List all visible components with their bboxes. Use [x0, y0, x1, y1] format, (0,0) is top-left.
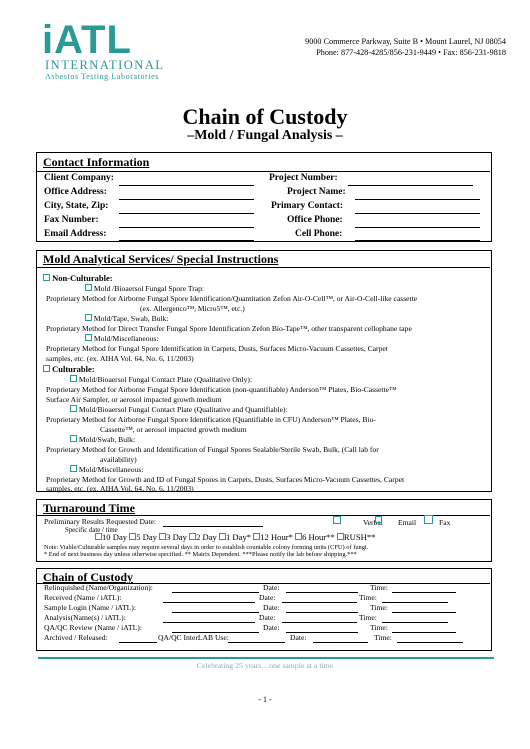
office-address-field[interactable] — [119, 199, 254, 200]
turnaround-heading: Turnaround Time — [43, 501, 135, 515]
fax-number-field[interactable] — [119, 227, 254, 228]
interlab-field[interactable] — [228, 642, 285, 643]
c3-row — [70, 435, 135, 445]
cell-phone-field[interactable] — [355, 240, 480, 241]
footer-rule — [38, 657, 494, 659]
archived-time-field[interactable] — [397, 642, 463, 643]
label-project-name: Project Name: — [287, 187, 346, 197]
received-label: Received (Name / iATL): — [44, 593, 122, 602]
project-name-field[interactable] — [355, 199, 480, 200]
custody-heading: Chain of Custody — [43, 570, 134, 584]
verbal-label: Verbal — [363, 518, 383, 527]
nc1-title: Mold /Bioaersol Fungal Spore Trap: — [93, 284, 205, 293]
label-project-number: Project Number: — [269, 173, 338, 183]
turnaround-note2: * End of next business day unless otherwise specified. ** Matrix Dependent. ***Please notify the lab before shipping.*** — [44, 551, 357, 558]
prelim-label: Preliminary Results Requested Date: — [44, 517, 156, 526]
label-primary-contact: Primary Contact: — [271, 201, 344, 211]
specific-date-label: Specific date / time — [65, 527, 118, 534]
label-cell-phone: Cell Phone: — [295, 229, 343, 239]
footer-slogan: Celebrating 25 years…one sample at a time — [196, 661, 334, 670]
time-label: Time: — [370, 623, 388, 632]
divider — [37, 515, 490, 516]
time-label: Time: — [359, 613, 377, 622]
time-label: Time: — [370, 603, 388, 612]
services-heading: Mold Analytical Services/ Special Instructions — [43, 252, 279, 266]
tat-6-hour-label: 6 Hour** — [302, 532, 335, 542]
c3-title: Mold/Swab, Bulk: — [78, 435, 136, 444]
relinquished-date-field[interactable] — [286, 592, 358, 593]
qaqc-review-label: QA/QC Review (Name / iATL): — [44, 623, 142, 632]
tat-2-day-label: 2 Day — [196, 532, 217, 542]
archived-label: Archived / Released: — [44, 633, 108, 642]
c1-desc1: Proprietary Method for Airborne Fungal Spore Identification (non-quantifiable) Anderson™ Plates, Bio-Cassette™ — [46, 385, 397, 394]
prelim-date-field[interactable] — [163, 526, 263, 527]
c2-desc1: Proprietary Method for Airborne Fungal Spore Identification (Quantifiable in CFU) Anderson™ Plates, Bio- — [46, 415, 376, 424]
date-label: Date: — [263, 583, 280, 592]
page-number: - 1 - — [258, 695, 272, 704]
logo-tagline: Asbestos Testing Laboratories — [45, 72, 160, 81]
c1-desc2: Surface Air Sampler, or aerosol impacted growth medium — [46, 395, 222, 404]
city-state-zip-field[interactable] — [119, 213, 254, 214]
qaqc-time-field[interactable] — [392, 632, 456, 633]
nc1-desc2: (ex. Allergenco™, Micro5™, etc.) — [140, 304, 245, 313]
nc3-row — [85, 334, 158, 344]
tat-6-hour-checkbox[interactable] — [295, 533, 302, 540]
company-address: 9000 Commerce Parkway, Suite B • Mount Laurel, NJ 08054 — [305, 37, 506, 46]
analysis-label: Analysis(Name(s) / iATL): — [44, 613, 126, 622]
tat-1-day-label: 1 Day* — [225, 532, 252, 542]
culturable-row — [43, 364, 95, 374]
nc1-row — [85, 284, 204, 294]
tat-1-day-checkbox[interactable] — [219, 533, 226, 540]
c4-title: Mold/Miscellaneous: — [78, 465, 144, 474]
tat-12-hour-label: 12 Hour* — [260, 532, 293, 542]
project-number-field[interactable] — [348, 185, 473, 186]
primary-contact-field[interactable] — [355, 213, 480, 214]
email-label: Email — [398, 518, 417, 527]
date-label: Date: — [259, 613, 276, 622]
c3-desc2: availability) — [100, 455, 137, 464]
contact-heading: Contact Information — [43, 155, 150, 169]
culturable-label: Culturable: — [52, 364, 95, 374]
c-miscellaneous-checkbox[interactable] — [70, 465, 77, 472]
logo-subtitle: INTERNATIONAL — [45, 58, 165, 72]
company-phone: Phone: 877-428-4285/856-231-9449 • Fax: 856-231-9818 — [316, 48, 506, 57]
date-label: Date: — [290, 633, 307, 642]
c3-desc1: Proprietary Method for Growth and Identification of Fungal Spores Sealable/Sterile Swab, Bulk, (Call lab for — [46, 445, 379, 454]
sample-login-field[interactable] — [172, 612, 259, 613]
divider — [37, 267, 490, 268]
non-culturable-label: Non-Culturable: — [52, 273, 113, 283]
label-email-address: Email Address: — [44, 229, 107, 239]
c4-row — [70, 465, 143, 475]
email-checkbox[interactable] — [424, 515, 433, 524]
non-culturable-row — [43, 273, 113, 283]
divider — [37, 171, 490, 172]
tat-rush-label: RUSH** — [343, 532, 376, 542]
nc3-title: Mold/Miscellaneous: — [93, 334, 159, 343]
sample-login-date-field[interactable] — [286, 612, 358, 613]
services-section — [36, 250, 492, 492]
date-label: Date: — [259, 593, 276, 602]
spore-trap-checkbox[interactable] — [85, 284, 92, 291]
nc3-desc2: samples, etc. (ex. AIHA Vol. 64, No. 6, 11/2003) — [46, 354, 194, 363]
prelim-checkbox[interactable] — [333, 516, 341, 524]
turnaround-options — [95, 532, 375, 542]
tape-swab-bulk-checkbox[interactable] — [85, 314, 92, 321]
received-field[interactable] — [163, 602, 255, 603]
received-date-field[interactable] — [282, 602, 357, 603]
office-phone-field[interactable] — [355, 227, 480, 228]
date-label: Date: — [263, 603, 280, 612]
relinquished-time-field[interactable] — [392, 592, 456, 593]
date-label: Date: — [263, 623, 280, 632]
relinquished-label: Relinquished (Name/Organization): — [44, 583, 153, 592]
swab-bulk-checkbox[interactable] — [70, 435, 77, 442]
culturable-checkbox[interactable] — [43, 365, 50, 372]
tat-10-day-label: 10 Day — [102, 532, 128, 542]
tat-5-day-label: 5 Day — [136, 532, 157, 542]
nc2-row — [85, 314, 168, 324]
turnaround-note1: Note: Viable/Culturable samples may require several days in order to establish countable colony forming units (CFU) of fungi. — [44, 544, 369, 551]
c2-row — [70, 405, 288, 415]
qaqc-interlab-label: QA/QC InterLAB Use: — [158, 633, 229, 642]
label-office-phone: Office Phone: — [287, 215, 343, 225]
relinquished-field[interactable] — [172, 592, 259, 593]
company-logo: iATL — [42, 18, 132, 62]
tat-2-day-checkbox[interactable] — [189, 533, 196, 540]
c4-desc1: Proprietary Method for Growth and ID of Fungal Spores in Carpets, Dusts, Surfaces Micro-Vacuum Cassettes, Carpet — [46, 475, 405, 484]
contact-plate-quantifiable-checkbox[interactable] — [70, 405, 77, 412]
turnaround-section — [36, 499, 492, 562]
received-time-field[interactable] — [382, 602, 448, 603]
time-label: Time: — [374, 633, 392, 642]
c2-title: Mold/Bioaersol Fungal Contact Plate (Qualitative and Quantifiable): — [78, 405, 288, 414]
non-culturable-checkbox[interactable] — [43, 274, 50, 281]
sample-login-time-field[interactable] — [392, 612, 456, 613]
analysis-time-field[interactable] — [382, 622, 448, 623]
nc2-title: Mold/Tape, Swab, Bulk: — [93, 314, 169, 323]
c1-title: Mold/Bioaersol Fungal Contact Plate (Qualitative Only): — [78, 375, 253, 384]
nc2-desc: Proprietary Method for Direct Transfer Fungal Spore Identification Zefon Bio-Tape™, other transparent cellophane tape — [46, 324, 412, 333]
fax-label: Fax — [439, 518, 451, 527]
label-city-state-zip: City, State, Zip: — [44, 201, 109, 211]
verbal-checkbox[interactable] — [375, 516, 382, 523]
tat-3-day-label: 3 Day — [166, 532, 187, 542]
c1-row — [70, 375, 252, 385]
nc3-desc1: Proprietary Method for Fungal Spore Identification in Carpets, Dusts, Surfaces Micro-Vacuum Cassettes, Carpet — [46, 344, 388, 353]
archived-field[interactable] — [119, 642, 157, 643]
nc-miscellaneous-checkbox[interactable] — [85, 334, 92, 341]
custody-section — [36, 568, 492, 651]
nc1-desc1: Proprietary Method for Airborne Fungal Spore Identification/Quantitation Zefon Air-O-Cell™, or Air-O-Cell-like cassette — [46, 294, 418, 303]
archived-date-field[interactable] — [313, 642, 368, 643]
client-company-field[interactable] — [119, 185, 254, 186]
c4-desc2: samples, etc. (ex. AIHA Vol. 64, No. 6, 11/2003) — [46, 484, 194, 493]
analysis-field[interactable] — [163, 622, 255, 623]
label-fax-number: Fax Number: — [44, 215, 99, 225]
analysis-date-field[interactable] — [282, 622, 357, 623]
contact-plate-qualitative-checkbox[interactable] — [70, 375, 77, 382]
label-office-address: Office Address: — [44, 187, 107, 197]
c2-desc2: Cassette™, or aerosol impacted growth medium — [100, 425, 247, 434]
email-address-field[interactable] — [119, 240, 254, 241]
contact-section — [36, 152, 492, 242]
tat-rush-checkbox[interactable] — [337, 533, 344, 540]
page-title: Chain of Custody — [182, 104, 348, 129]
tat-10-day-checkbox[interactable] — [95, 533, 102, 540]
label-client-company: Client Company: — [44, 173, 114, 183]
time-label: Time: — [370, 583, 388, 592]
sample-login-label: Sample Login (Name / iATL): — [44, 603, 136, 612]
time-label: Time: — [359, 593, 377, 602]
page-subtitle: –Mold / Fungal Analysis – — [187, 128, 343, 143]
